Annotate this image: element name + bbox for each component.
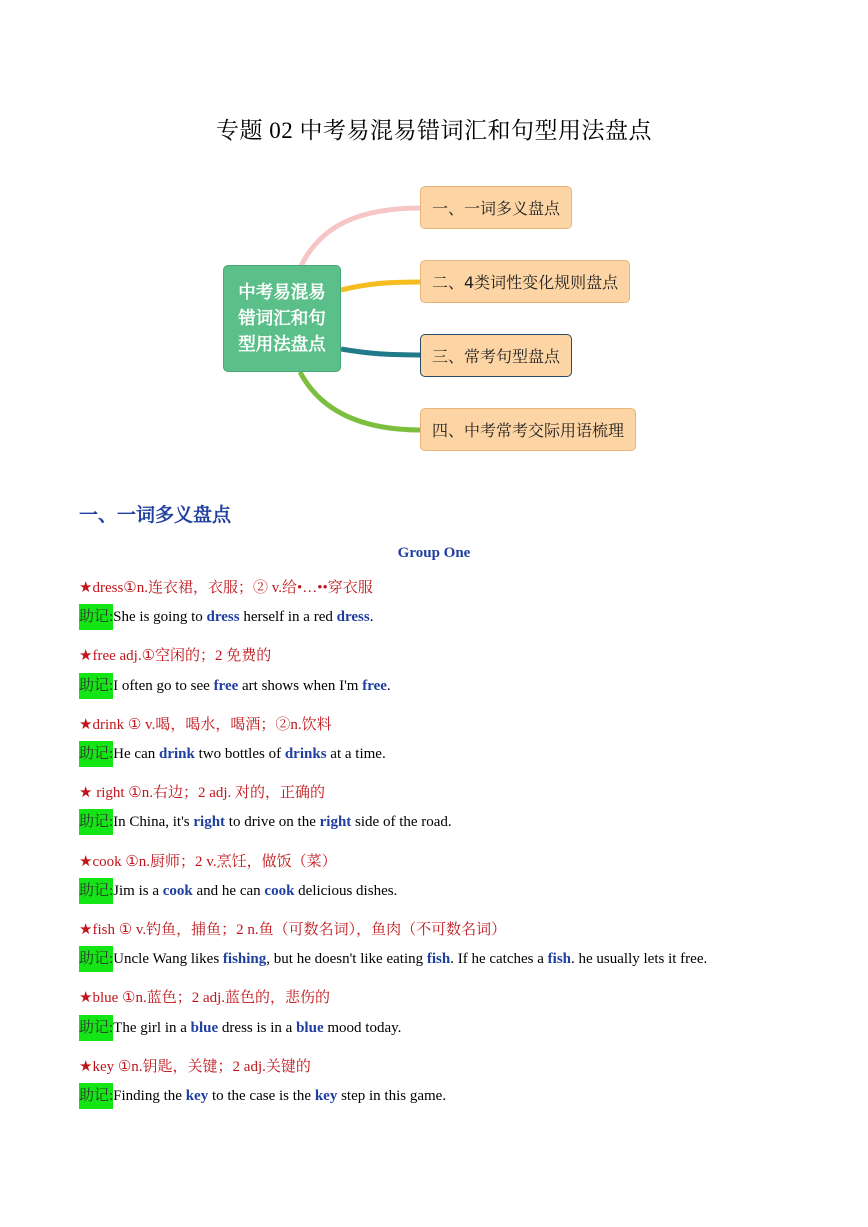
branch-connector-3: [341, 349, 421, 355]
keyword: drinks: [284, 746, 327, 762]
example-sentence: [113, 604, 373, 630]
sentence-text: at a time.: [326, 746, 386, 762]
keyword: free: [362, 677, 387, 694]
example-sentence: [113, 1015, 401, 1041]
example-line: [79, 604, 373, 630]
definition-line: ★key ①n.钥匙，关键；2 adj.关键的: [79, 1058, 311, 1075]
sentence-text: step in this game.: [337, 1088, 447, 1104]
sentence-text: Jim is a: [113, 882, 163, 899]
branch-connector-1: [300, 208, 421, 268]
definition-line: ★drink ① v.喝，喝水，喝酒；②n.饮料: [79, 716, 332, 733]
sentence-text: mood today.: [323, 1019, 402, 1036]
sentence-text: She is going to: [113, 609, 207, 626]
keyword: dress: [336, 609, 370, 626]
sentence-text: to drive on the: [225, 814, 320, 831]
keyword: key: [314, 1088, 338, 1104]
mnemonic-tag: 助记:: [79, 1015, 113, 1041]
sentence-text: I often go to see: [113, 677, 214, 694]
section-heading: 一、一词多义盘点: [79, 504, 232, 526]
branch-connector-4: [300, 372, 421, 430]
keyword: cook: [162, 882, 193, 899]
sentence-text: two bottles of: [194, 746, 285, 762]
mnemonic-tag: 助记:: [79, 604, 113, 630]
keyword: cook: [264, 882, 295, 899]
branch-connector-2: [341, 282, 421, 290]
sentence-text: .: [386, 677, 391, 694]
mindmap-branch-3: 三、常考句型盘点: [420, 334, 572, 377]
definition-line: ★cook ①n.厨师；2 v.烹饪，做饭（菜）: [79, 853, 337, 870]
sentence-text: .: [369, 609, 374, 626]
keyword: key: [185, 1088, 209, 1104]
sentence-text: In China, it's: [113, 814, 194, 831]
sentence-text: , but he doesn't like eating: [266, 951, 427, 968]
mnemonic-tag: 助记:: [79, 946, 113, 972]
sentence-text: The girl in a: [113, 1019, 191, 1036]
keyword: right: [319, 814, 352, 831]
keyword: drink: [158, 746, 195, 762]
sentence-text: delicious dishes.: [294, 882, 398, 899]
mindmap-branch-4: 四、中考常考交际用语梳理: [420, 408, 636, 451]
mnemonic-tag: 助记:: [79, 809, 113, 835]
mnemonic-tag: 助记:: [79, 741, 113, 767]
example-line: [79, 878, 397, 904]
sentence-text: side of the road.: [351, 814, 452, 831]
mnemonic-tag: 助记:: [79, 1083, 113, 1109]
mindmap-branch-1: 一、一词多义盘点: [420, 186, 572, 229]
mind-map: [0, 0, 868, 470]
example-line: [79, 673, 391, 699]
keyword: blue: [296, 1019, 324, 1036]
mnemonic-tag: 助记:: [79, 878, 113, 904]
definition-line: ★free adj.①空闲的；2 免费的: [79, 648, 272, 665]
example-sentence: [113, 946, 707, 972]
group-title: Group One: [397, 545, 471, 561]
example-sentence: [113, 741, 386, 767]
keyword: free: [213, 677, 239, 694]
keyword: fish: [426, 951, 451, 968]
example-sentence: [113, 673, 390, 699]
example-line: [79, 809, 452, 835]
keyword: blue: [190, 1019, 219, 1036]
sentence-text: . If he catches a: [450, 951, 548, 968]
sentence-text: . he usually lets it free.: [571, 951, 708, 968]
sentence-text: dress is in a: [218, 1019, 297, 1036]
example-line: [79, 1015, 401, 1041]
sentence-text: Uncle Wang likes: [113, 951, 223, 968]
example-line: [79, 741, 386, 767]
example-sentence: [113, 1083, 446, 1109]
mindmap-center-node: 中考易混易错词汇和句型用法盘点: [223, 265, 341, 372]
example-sentence: [113, 809, 452, 835]
definition-line: ★dress①n.连衣裙，衣服；② v.给•…••穿衣服: [79, 580, 373, 596]
example-line: [79, 946, 707, 972]
mnemonic-tag: 助记:: [79, 673, 113, 699]
mindmap-branch-2: 二、4类词性变化规则盘点: [420, 260, 630, 303]
sentence-text: and he can: [192, 882, 265, 899]
keyword: fishing: [222, 951, 267, 968]
document-title: 专题 02 中考易混易错词汇和句型用法盘点: [216, 118, 652, 143]
example-line: [79, 1083, 446, 1109]
definition-line: ★ right ①n.右边；2 adj. 对的，正确的: [79, 785, 326, 802]
sentence-text: to the case is the: [208, 1088, 315, 1104]
definition-line: ★fish ① v.钓鱼，捕鱼；2 n.鱼（可数名词），鱼肉（不可数名词）: [79, 922, 507, 938]
sentence-text: art shows when I'm: [238, 677, 363, 694]
keyword: dress: [206, 609, 240, 626]
sentence-text: herself in a red: [239, 609, 337, 626]
sentence-text: He can: [113, 746, 159, 762]
example-sentence: [113, 878, 397, 904]
sentence-text: Finding the: [113, 1088, 186, 1104]
keyword: fish: [547, 951, 572, 968]
definition-line: ★blue ①n.蓝色；2 adj.蓝色的，悲伤的: [79, 990, 331, 1007]
keyword: right: [193, 814, 226, 831]
